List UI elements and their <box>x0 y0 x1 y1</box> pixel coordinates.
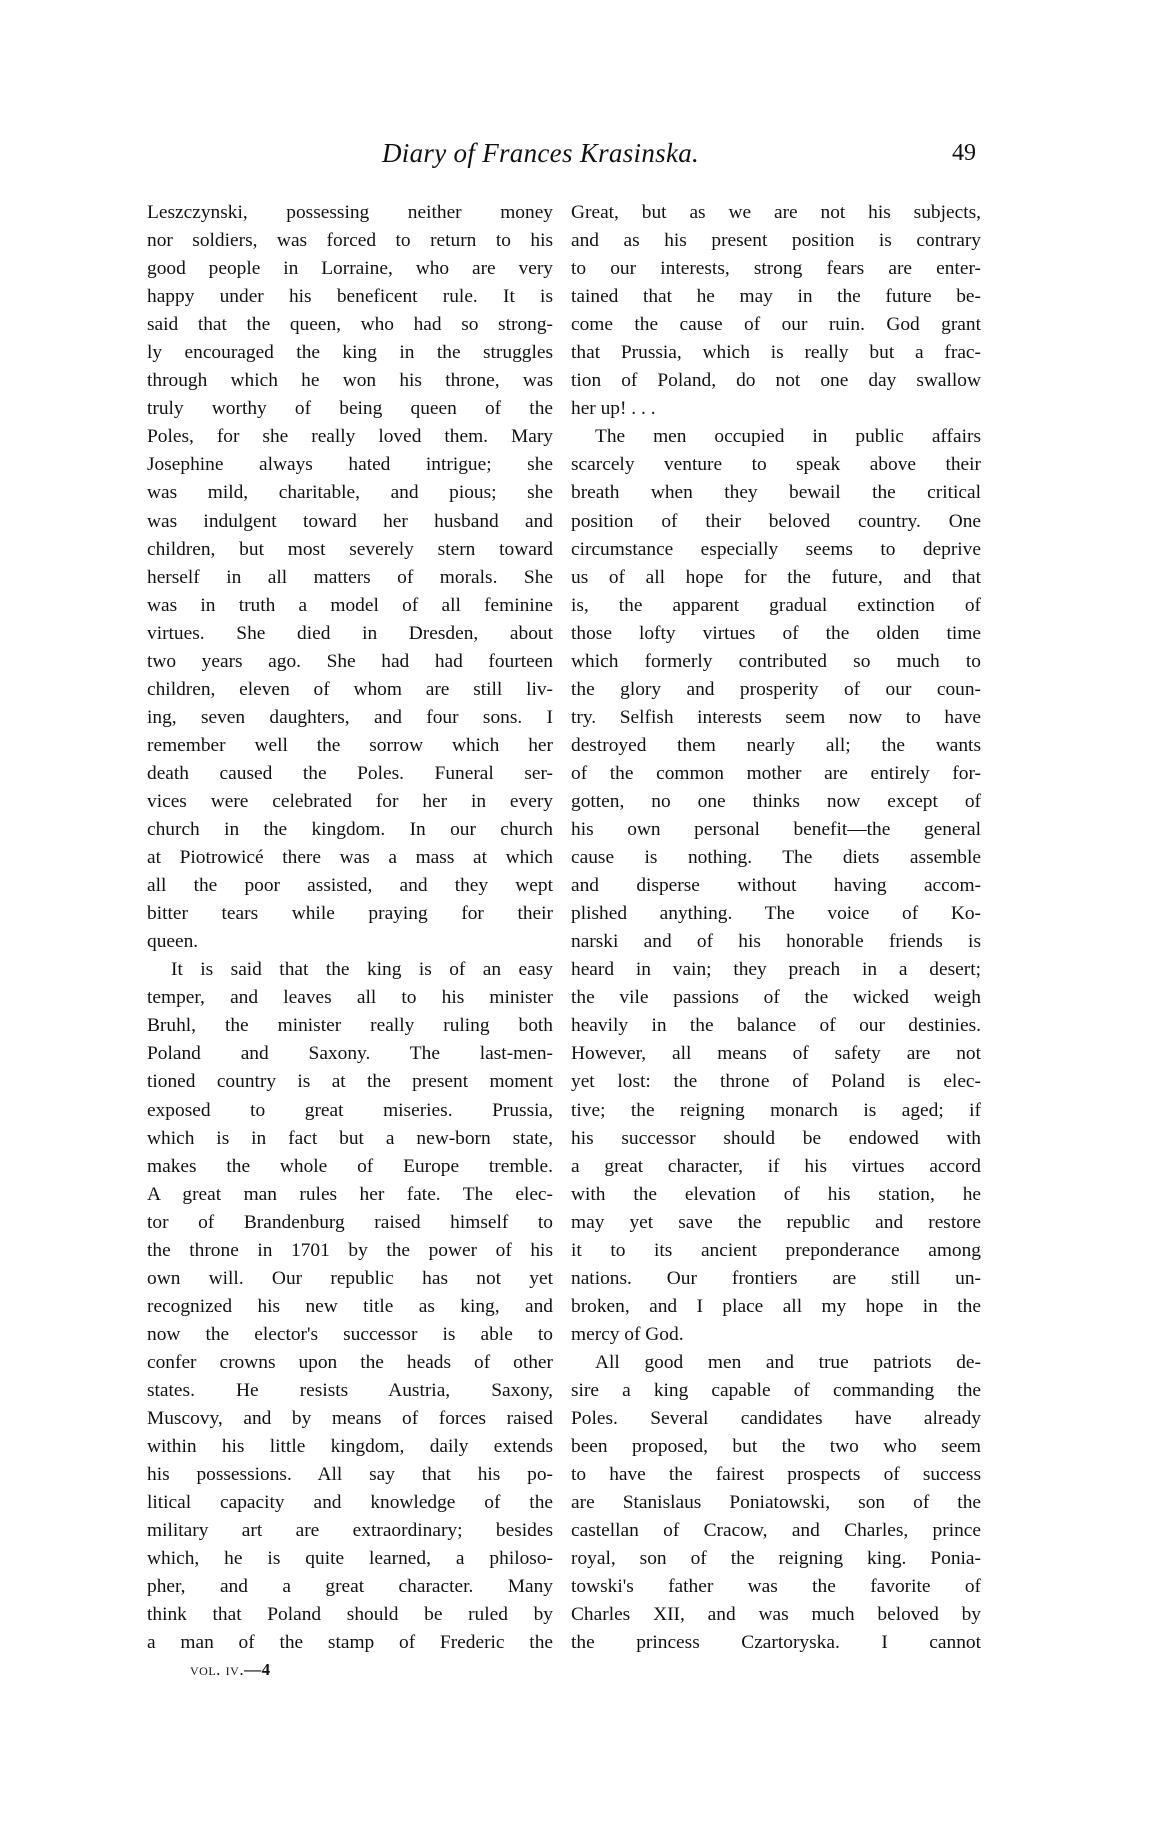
signature-mark <box>190 1660 271 1680</box>
text-line: that Prussia, which is really but a frac- <box>571 342 981 364</box>
text-line: confer crowns upon the heads of other <box>147 1351 553 1373</box>
text-line: now the elector's successor is able to <box>147 1323 553 1345</box>
text-line: said that the queen, who had so strong- <box>147 314 553 336</box>
text-line: temper, and leaves all to his minister <box>147 987 553 1009</box>
text-line: castellan of Cracow, and Charles, prince <box>571 1520 981 1542</box>
text-line: and as his present position is contrary <box>571 230 981 252</box>
text-line: two years ago. She had had fourteen <box>147 650 553 672</box>
text-line: broken, and I place all my hope in the <box>571 1295 981 1317</box>
text-line: circumstance especially seems to deprive <box>571 538 981 560</box>
text-line: the throne in 1701 by the power of his <box>147 1239 553 1261</box>
text-line: nations. Our frontiers are still un- <box>571 1267 981 1289</box>
text-line: the vile passions of the wicked weigh <box>571 987 981 1009</box>
text-line: breath when they bewail the critical <box>571 482 981 504</box>
text-line: military art are extraordinary; besides <box>147 1520 553 1542</box>
text-line: yet lost: the throne of Poland is elec- <box>571 1071 981 1093</box>
text-line: through which he won his throne, was <box>147 370 553 392</box>
text-line: a man of the stamp of Frederic the <box>147 1632 553 1654</box>
text-line: ly encouraged the king in the struggles <box>147 342 553 364</box>
running-title: Diary of Frances Krasinska. <box>382 138 700 168</box>
text-line: plished anything. The voice of Ko- <box>571 903 981 925</box>
text-line: his own personal benefit—the general <box>571 819 981 841</box>
text-line: All good men and true patriots de- <box>595 1351 981 1373</box>
signature-volume: vol. iv. <box>190 1660 245 1679</box>
left-text-column <box>147 199 553 1657</box>
text-line: which is in fact but a new-born state, <box>147 1127 553 1149</box>
text-line: tioned country is at the present moment <box>147 1071 553 1093</box>
text-line: within his little kingdom, daily extends <box>147 1436 553 1458</box>
text-line: try. Selfish interests seem now to have <box>571 706 981 728</box>
text-line: children, but most severely stern toward <box>147 538 553 560</box>
text-line: was mild, charitable, and pious; she <box>147 482 553 504</box>
text-line: is, the apparent gradual extinction of <box>571 594 981 616</box>
text-line: cause is nothing. The diets assemble <box>571 847 981 869</box>
text-line: own will. Our republic has not yet <box>147 1267 553 1289</box>
text-line: pher, and a great character. Many <box>147 1576 553 1598</box>
text-line: remember well the sorrow which her <box>147 734 553 756</box>
text-line: However, all means of safety are not <box>571 1043 981 1065</box>
text-line: sire a king capable of commanding the <box>571 1379 981 1401</box>
text-line: exposed to great miseries. Prussia, <box>147 1099 553 1121</box>
text-line: The men occupied in public affairs <box>595 426 981 448</box>
text-line: mercy of God. <box>571 1323 684 1345</box>
text-line: makes the whole of Europe tremble. <box>147 1155 553 1177</box>
text-line: scarcely venture to speak above their <box>571 454 981 476</box>
text-line: tion of Poland, do not one day swallow <box>571 370 981 392</box>
text-line: which, he is quite learned, a philoso- <box>147 1548 553 1570</box>
text-line: tor of Brandenburg raised himself to <box>147 1211 553 1233</box>
text-line: narski and of his honorable friends is <box>571 931 981 953</box>
text-line: Great, but as we are not his subjects, <box>571 202 981 223</box>
text-line: the princess Czartoryska. I cannot <box>571 1632 981 1654</box>
text-line: towski's father was the favorite of <box>571 1576 981 1598</box>
text-line: think that Poland should be ruled by <box>147 1604 553 1626</box>
text-line: virtues. She died in Dresden, about <box>147 622 553 644</box>
text-line: truly worthy of being queen of the <box>147 398 553 420</box>
text-line: to our interests, strong fears are enter- <box>571 258 981 280</box>
page-number: 49 <box>952 140 976 166</box>
text-line: those lofty virtues of the olden time <box>571 622 981 644</box>
text-line: Josephine always hated intrigue; she <box>147 454 553 476</box>
text-line: and disperse without having accom- <box>571 875 981 897</box>
text-line: A great man rules her fate. The elec- <box>147 1183 553 1205</box>
text-line: of the common mother are entirely for- <box>571 762 981 784</box>
text-line: was indulgent toward her husband and <box>147 510 553 532</box>
text-line: are Stanislaus Poniatowski, son of the <box>571 1492 981 1514</box>
text-line: heard in vain; they preach in a desert; <box>571 959 981 981</box>
text-line: tive; the reigning monarch is aged; if <box>571 1099 981 1121</box>
text-line: position of their beloved country. One <box>571 510 981 532</box>
text-line: ing, seven daughters, and four sons. I <box>147 706 553 728</box>
text-line: Poland and Saxony. The last-men- <box>147 1043 553 1065</box>
text-line: Leszczynski, possessing neither money <box>147 202 553 223</box>
text-line: good people in Lorraine, who are very <box>147 258 553 280</box>
text-line: been proposed, but the two who seem <box>571 1436 981 1458</box>
text-line: church in the kingdom. In our church <box>147 819 553 841</box>
running-head <box>0 138 1152 172</box>
text-line: royal, son of the reigning king. Ponia- <box>571 1548 981 1570</box>
text-line: all the poor assisted, and they wept <box>147 875 553 897</box>
text-line: her up! . . . <box>571 398 656 420</box>
text-line: Bruhl, the minister really ruling both <box>147 1015 553 1037</box>
text-line: to have the fairest prospects of success <box>571 1464 981 1486</box>
text-line: come the cause of our ruin. God grant <box>571 314 981 336</box>
text-line: death caused the Poles. Funeral ser- <box>147 762 553 784</box>
text-line: at Piotrowicé there was a mass at which <box>147 847 553 869</box>
text-line: Muscovy, and by means of forces raised <box>147 1408 553 1430</box>
text-line: a great character, if his virtues accord <box>571 1155 981 1177</box>
text-line: herself in all matters of morals. She <box>147 566 553 588</box>
text-line: heavily in the balance of our destinies. <box>571 1015 981 1037</box>
text-line: litical capacity and knowledge of the <box>147 1492 553 1514</box>
text-line: Poles, for she really loved them. Mary <box>147 426 553 448</box>
text-line: queen. <box>147 931 199 953</box>
text-line: Charles XII, and was much beloved by <box>571 1604 981 1626</box>
text-line: gotten, no one thinks now except of <box>571 790 981 812</box>
text-line: It is said that the king is of an easy <box>171 959 553 981</box>
right-text-column <box>571 199 981 1657</box>
text-line: Poles. Several candidates have already <box>571 1408 981 1430</box>
text-line: recognized his new title as king, and <box>147 1295 553 1317</box>
text-line: destroyed them nearly all; the wants <box>571 734 981 756</box>
text-line: bitter tears while praying for their <box>147 903 553 925</box>
text-line: the glory and prosperity of our coun- <box>571 678 981 700</box>
text-line: us of all hope for the future, and that <box>571 566 981 588</box>
text-line: which formerly contributed so much to <box>571 650 981 672</box>
text-line: happy under his beneficent rule. It is <box>147 286 553 308</box>
text-line: states. He resists Austria, Saxony, <box>147 1379 553 1401</box>
text-line: may yet save the republic and restore <box>571 1211 981 1233</box>
text-line: tained that he may in the future be- <box>571 286 981 308</box>
text-line: with the elevation of his station, he <box>571 1183 981 1205</box>
text-line: his successor should be endowed with <box>571 1127 981 1149</box>
text-line: vices were celebrated for her in every <box>147 790 553 812</box>
text-line: his possessions. All say that his po- <box>147 1464 553 1486</box>
signature-number: —4 <box>244 1660 271 1679</box>
text-line: was in truth a model of all feminine <box>147 594 553 616</box>
text-line: nor soldiers, was forced to return to his <box>147 230 553 252</box>
text-line: it to its ancient preponderance among <box>571 1239 981 1261</box>
text-line: children, eleven of whom are still liv- <box>147 678 553 700</box>
